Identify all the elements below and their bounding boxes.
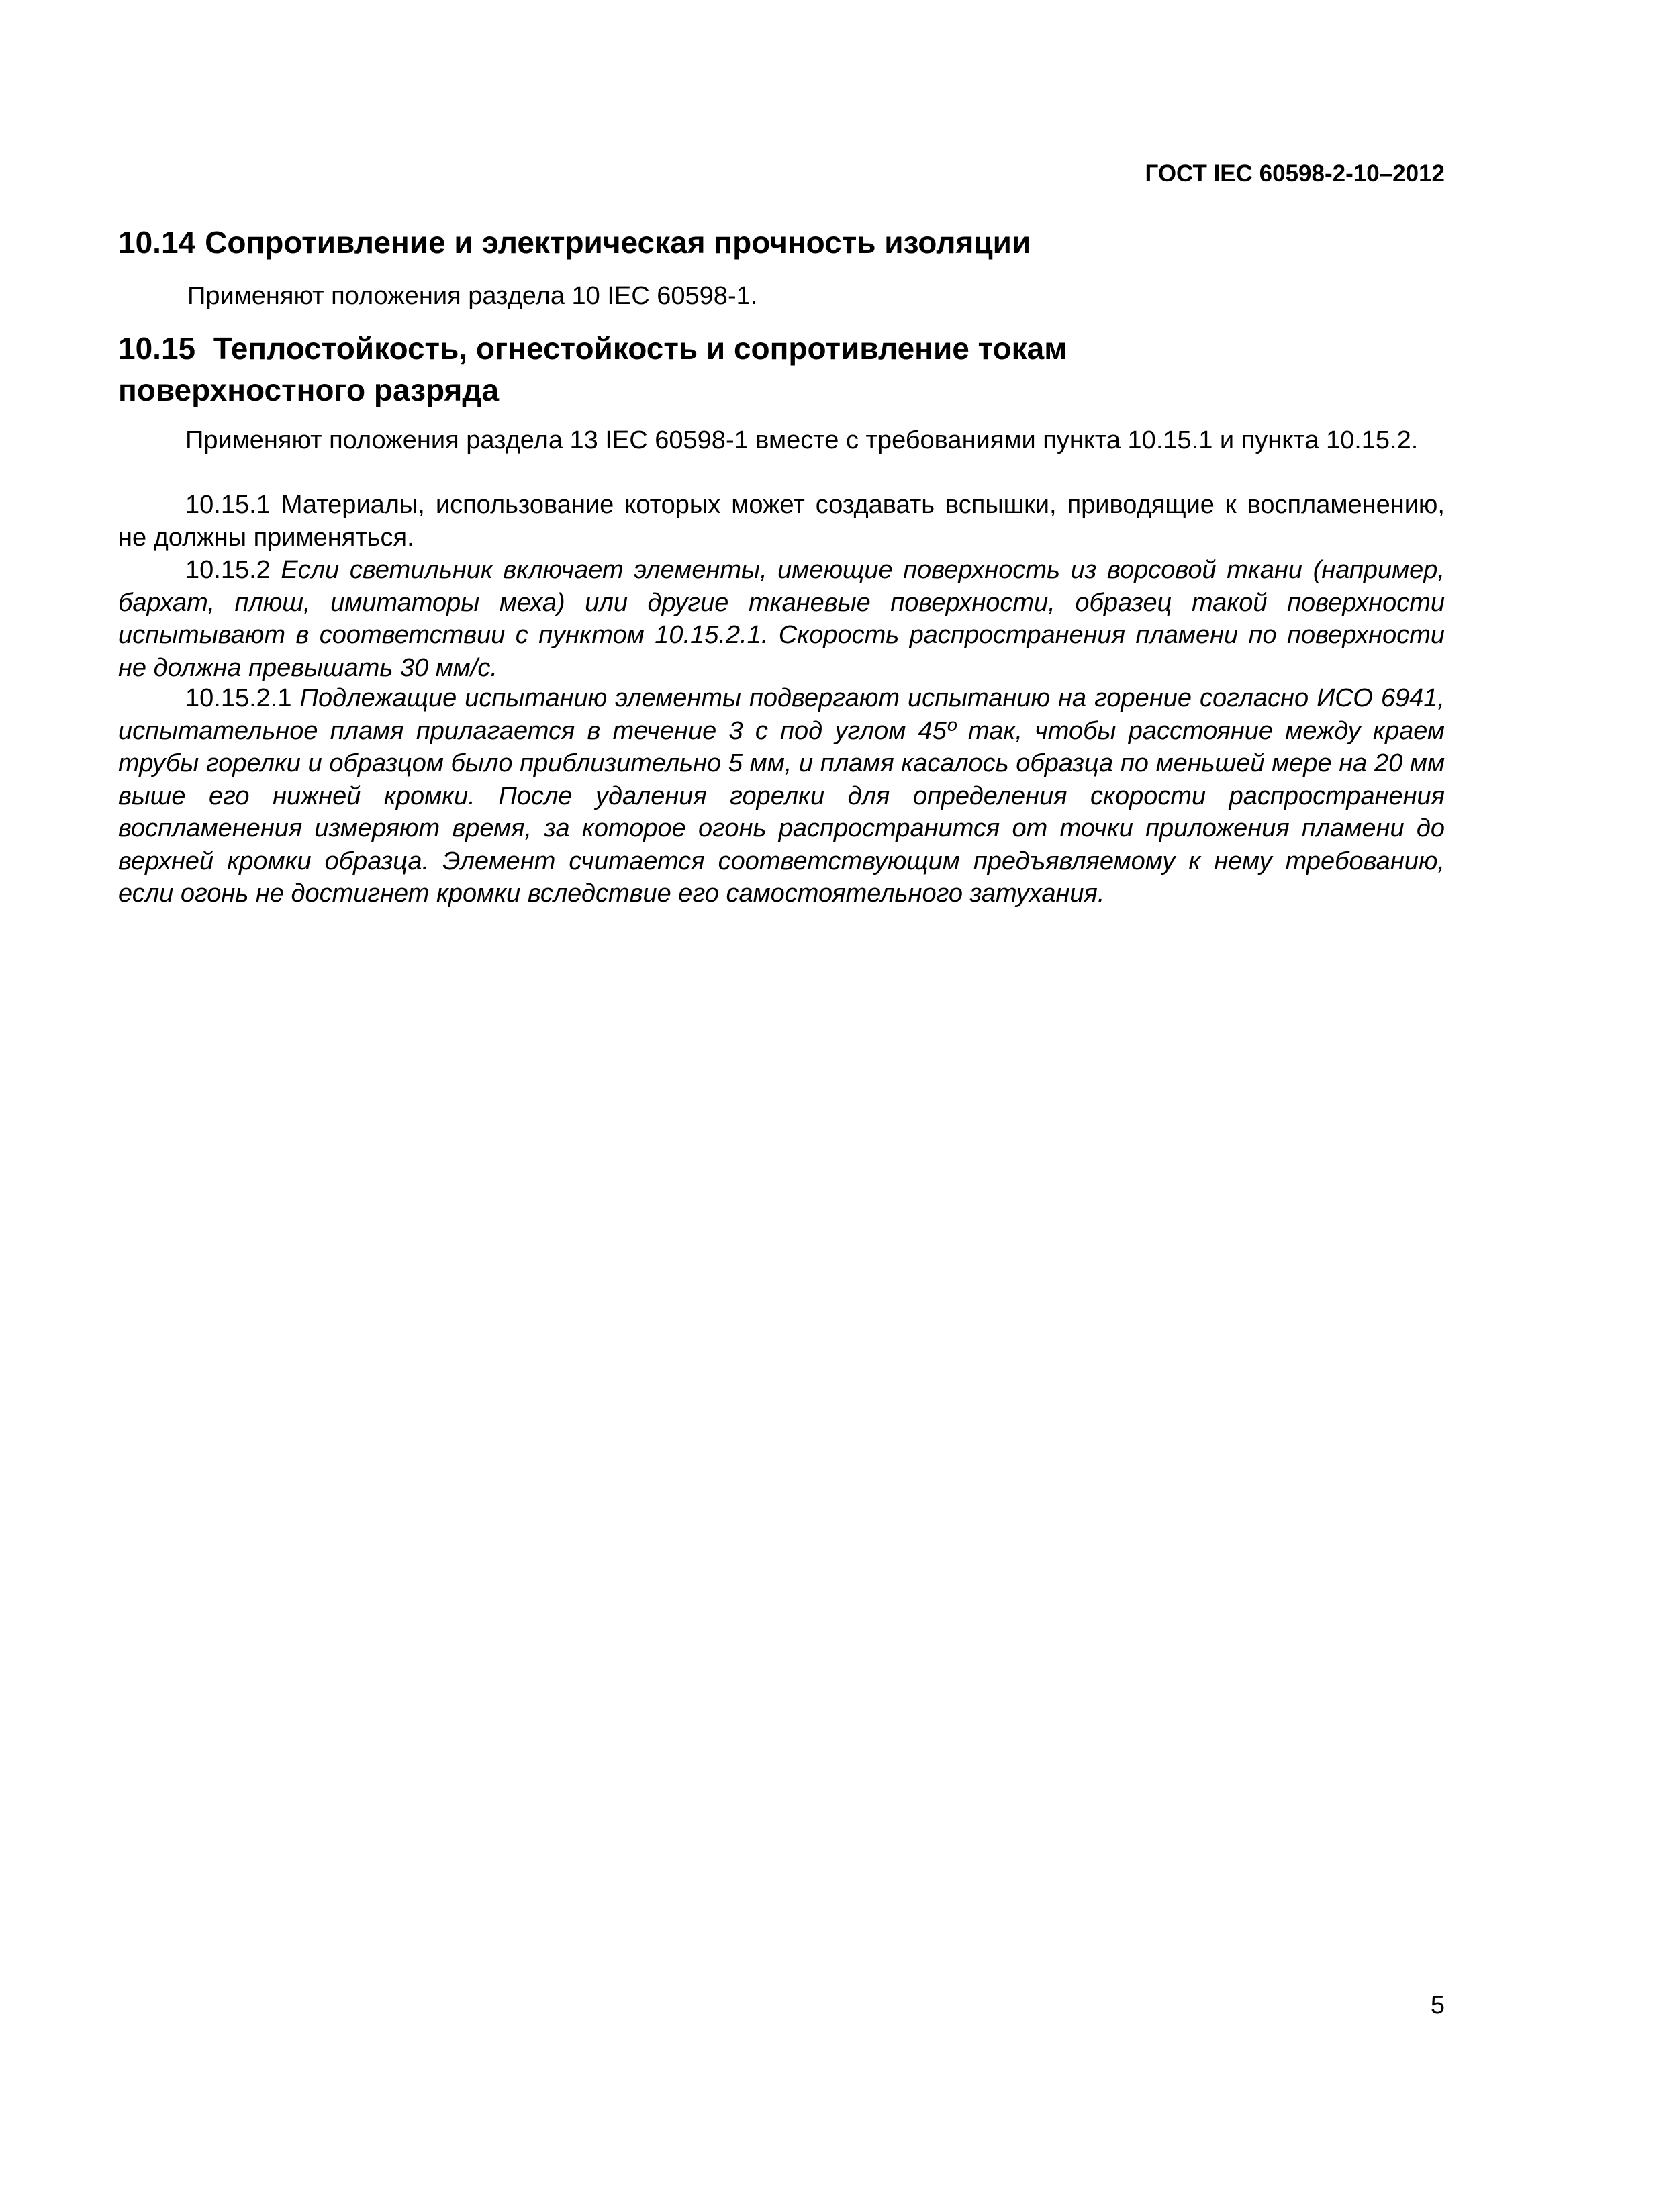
section-heading-line (118, 328, 1445, 369)
clause-10-15-2-1 (118, 682, 1445, 910)
section-title-line2: поверхностного разряда (118, 373, 500, 407)
clause-text: Материалы, использование которых может создавать вспышки, приводящие к воспламенению, не должны применяться. (118, 491, 1445, 552)
clause-text: Подлежащие испытанию элементы подвергают испытанию на горение согласно ИСО 6941, испытательное пламя прилагается в течение 3 с под углом 45º так, чтобы расстояние между краем трубы горелки и образцом было приблизительно 5 мм, и пламя касалось образца по меньшей мере на 20 мм выше его нижней кромки. После удаления горелки для определения скорости распространения воспламенения измеряют время, за которое огонь распространится от точки приложения пламени до верхней кромки образца. Элемент считается соответствующим предъявляемому к нему требованию, если огонь не достигнет кромки вследствие его самостоятельного затухания. (118, 684, 1445, 908)
clause-10-15-2 (118, 554, 1445, 684)
section-10-14-paragraph: Применяют положения раздела 10 IEC 60598-1. (187, 282, 758, 310)
clause-number: 10.15.2.1 (185, 684, 292, 712)
section-title-line1: Теплостойкость, огнестойкость и сопротивление токам (213, 331, 1067, 366)
document-code: ГОСТ IEC 60598-2-10–2012 (1145, 160, 1445, 187)
clause-text: Если светильник включает элементы, имеющие поверхность из ворсовой ткани (например, бархат, плюш, имитаторы меха) или другие тканевые поверхности, образец такой поверхности испытывают в соответствии с пунктом 10.15.2.1. Скорость распространения пламени по поверхности не должна превышать 30 мм/с. (118, 556, 1445, 682)
section-heading-10-14 (118, 222, 1445, 263)
section-title: Сопротивление и электрическая прочность изоляции (205, 225, 1031, 260)
section-10-15-paragraph: Применяют положения раздела 13 IEC 60598-1 вместе с требованиями пункта 10.15.1 и пункта 10.15.2. (185, 426, 1419, 454)
page-number: 5 (1430, 1991, 1445, 2019)
section-number: 10.14 (118, 225, 196, 260)
section-heading-10-15 (118, 328, 1445, 411)
clause-number: 10.15.1 (185, 491, 271, 519)
section-number: 10.15 (118, 331, 196, 366)
clause-number: 10.15.2 (185, 556, 271, 584)
clause-10-15-1 (118, 489, 1445, 554)
